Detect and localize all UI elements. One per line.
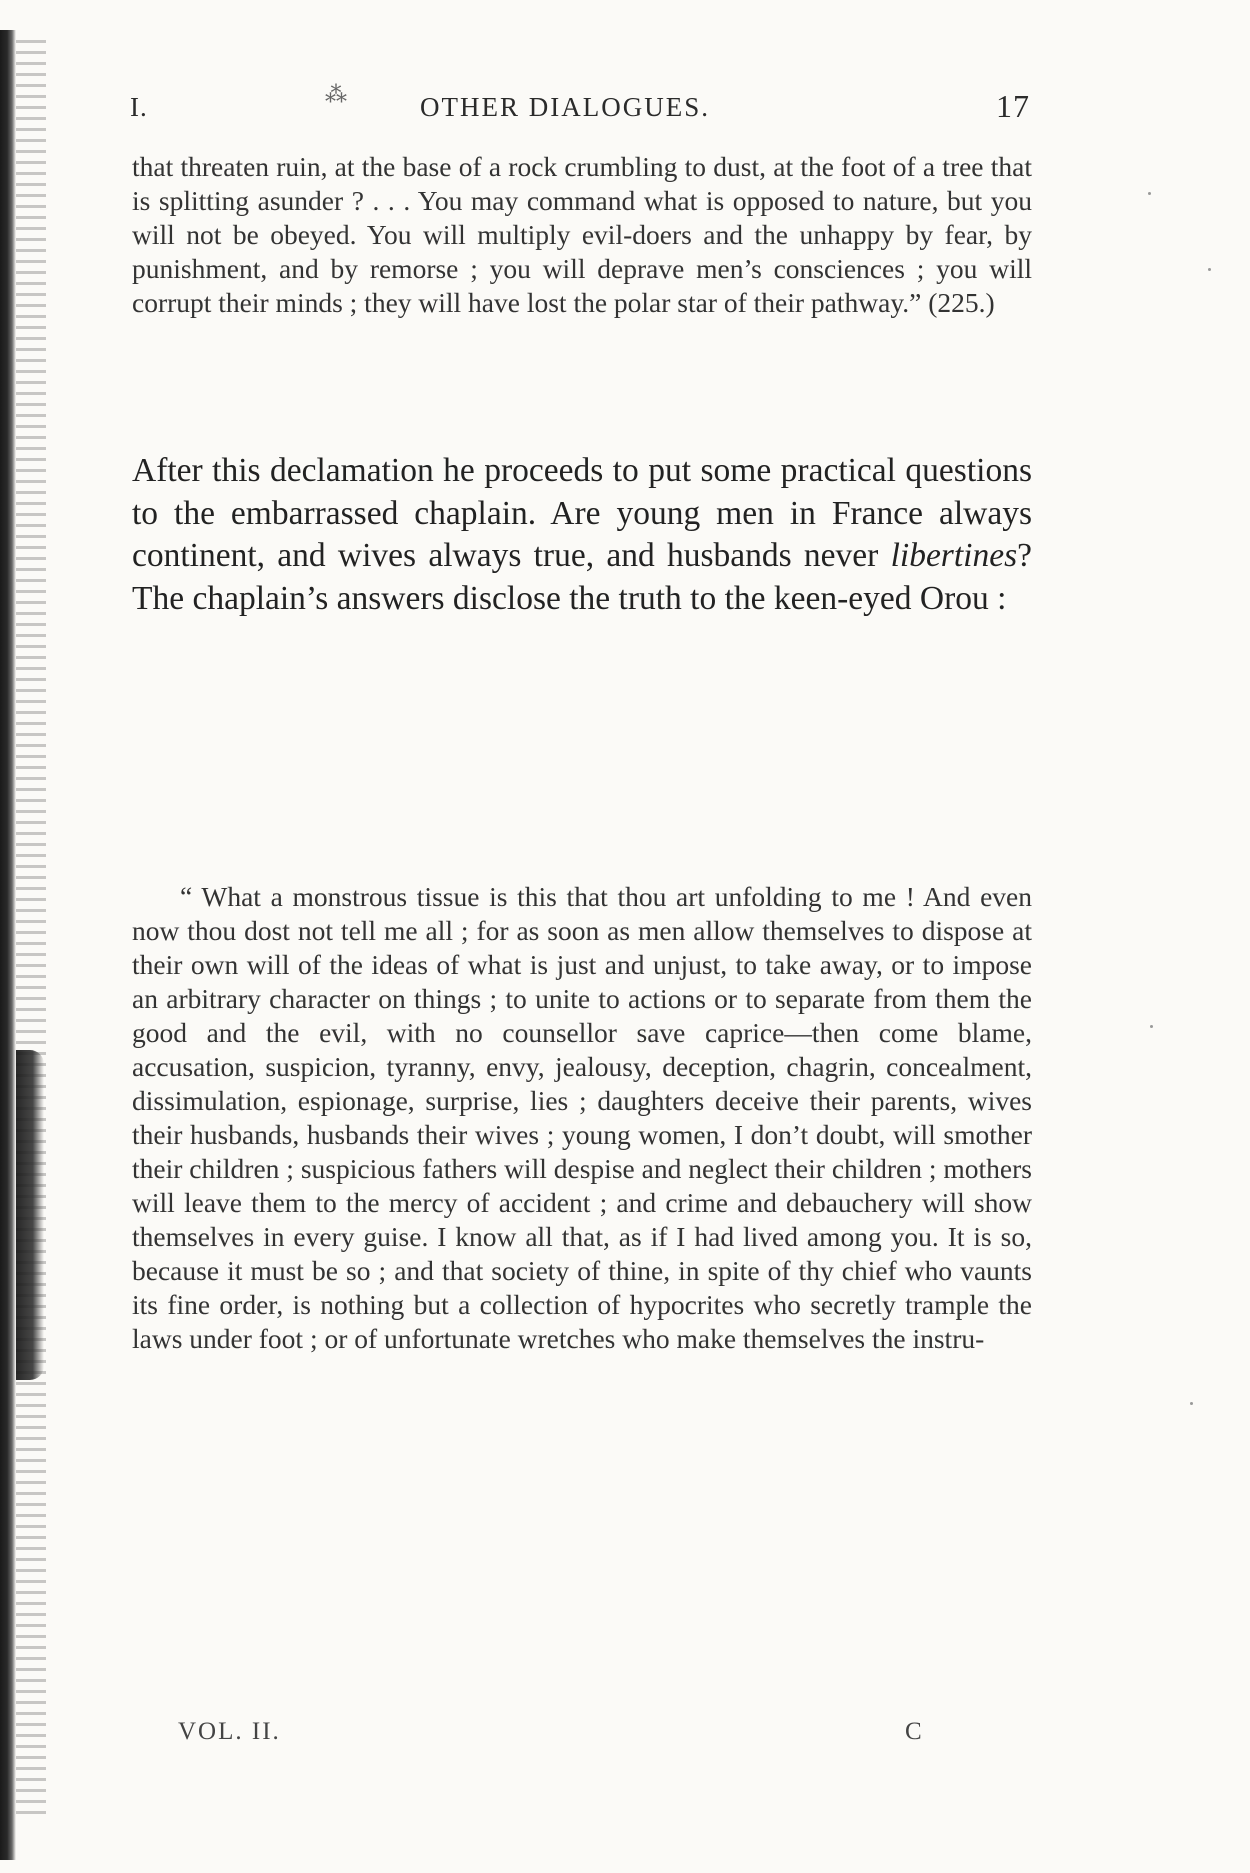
page-number: 17: [996, 88, 1030, 124]
block-quote: “ What a monstrous tissue is this that thou art unfolding to me ! And even now thou dost not tell me all ; for as soon as men allow themselves to dispose at their own will of the ideas of what is just and unjust, to take away, or to impose an arbitrary character on things ; to unite to actions or to separate from them the good and the evil, with no counsellor save caprice—then come blame, accusation, suspicion, tyranny, envy, jealousy, deception, chagrin, concealment, dissimulation, espionage, surprise, lies ; daughters deceive their parents, wives their husbands, husbands their wives ; young women, I don’t doubt, will smother their children ; suspicious fathers will despise and neglect their children ; mothers will leave them to the mercy of accident ; and crime and debauchery will show themselves in every guise. I know all that, as if I had lived among you. It is so, because it must be so ; and that society of thine, in spite of thy chief who vaunts its fine order, is nothing but a collection of hypocrites who secretly trample the laws under foot ; or of unfortunate wretches who make themselves the instru-: [132, 881, 1032, 1354]
binding-ink-blot: [16, 1050, 44, 1380]
body-paragraph: [132, 450, 1032, 620]
section-number: I.: [130, 92, 148, 122]
volume-mark: VOL. II.: [178, 1718, 281, 1745]
paper-speck: [1148, 192, 1151, 195]
binding-shadow: [16, 40, 46, 1820]
printer-ornament-icon: ⁂: [325, 82, 348, 107]
italic-word: libertines: [890, 537, 1018, 574]
binding-edge: [0, 30, 16, 1860]
paragraph-text-end: ? The chaplain’s answers disclose the truth to the keen-eyed Orou :: [132, 537, 1032, 617]
running-title: OTHER DIALOGUES.: [420, 92, 710, 122]
running-head: [130, 88, 1030, 132]
page-footer: [130, 1718, 1030, 1754]
paragraph-text: After this declamation he proceeds to put some practical questions to the embarrassed chaplain. Are young men in France always continent, and wives always true, and husbands never: [132, 452, 1032, 574]
paper-speck: [1150, 1025, 1153, 1028]
paper-speck: [1190, 1402, 1193, 1405]
block-quote-continued: that threaten ruin, at the base of a rock crumbling to dust, at the foot of a tree that is splitting asunder ? . . . You may command what is opposed to nature, but you will not be obeyed. You will multiply evil-doers and the unhappy by fear, by punishment, and by remorse ; you will deprave men’s consciences ; you will corrupt their minds ; they will have lost the polar star of their pathway.” (225.): [132, 151, 1032, 318]
paper-speck: [1208, 268, 1211, 271]
signature-mark: C: [905, 1718, 922, 1745]
